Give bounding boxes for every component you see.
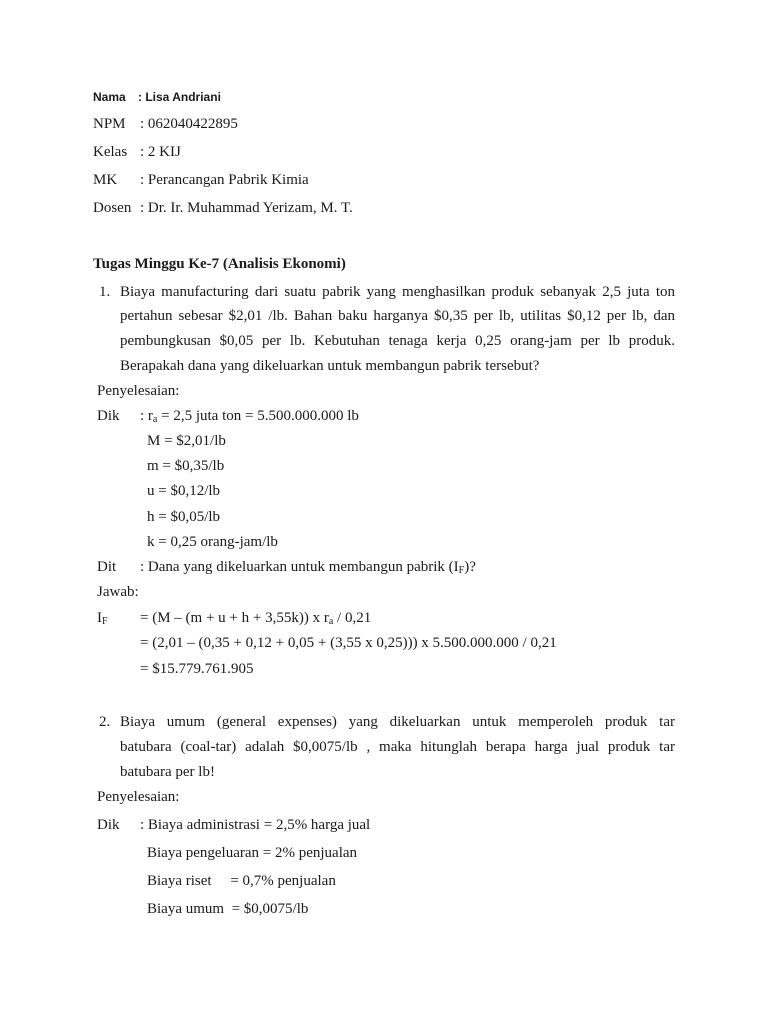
- q1-if-label: $I_F$: [97, 610, 108, 627]
- mk-label: MK: [93, 172, 118, 188]
- q1-equation-1: = (M – (m + u + h + 3,55k)) x $r_a / 0,21$: [140, 610, 372, 627]
- q1-penyelesaian: Penyelesaian:: [97, 383, 180, 399]
- q2-dik-3: Biaya riset = 0,7% penjualan: [147, 873, 336, 889]
- q2-number: 2.: [99, 714, 111, 730]
- q1-number: 1.: [99, 284, 111, 300]
- q1-dit-text: : Dana yang dikeluarkan untuk membangun pabrik $(I_F)$?: [140, 559, 476, 576]
- q1-equation-3: = $15.779.761.905: [140, 661, 254, 677]
- q1-dik-u: u = $0,12/lb: [147, 483, 221, 499]
- npm-label: NPM: [93, 116, 126, 132]
- q1-dik-h: h = $0,05/lb: [147, 509, 221, 525]
- q1-text-line-1: Biaya manufacturing dari suatu pabrik yang menghasilkan produk sebanyak 2,5 juta ton: [120, 284, 675, 300]
- dosen-label: Dosen: [93, 200, 132, 216]
- q2-dik-label: Dik: [97, 817, 120, 833]
- q1-dik-M: M = $2,01/lb: [147, 433, 226, 449]
- q1-equation-2: = (2,01 – (0,35 + 0,12 + 0,05 + (3,55 x 0,25))) x 5.500.000.000 / 0,21: [140, 635, 557, 651]
- q2-text-line-3: batubara per lb!: [120, 764, 215, 780]
- kelas-value: : 2 KIJ: [140, 144, 181, 160]
- q1-dik-k: k = 0,25 orang-jam/lb: [147, 534, 278, 550]
- q2-penyelesaian: Penyelesaian:: [97, 789, 180, 805]
- dosen-value: : Dr. Ir. Muhammad Yerizam, M. T.: [140, 200, 353, 216]
- q2-dik-1: : Biaya administrasi = 2,5% harga jual: [140, 817, 371, 833]
- q2-dik-4: Biaya umum = $0,0075/lb: [147, 901, 309, 917]
- q1-text-line-3: pembungkusan $0,05 per lb. Kebutuhan tenaga kerja 0,25 orang-jam per lb produk.: [120, 333, 675, 349]
- q2-text-line-1: Biaya umum (general expenses) yang dikeluarkan untuk memperoleh produk tar: [120, 714, 675, 730]
- assignment-title: Tugas Minggu Ke-7 (Analisis Ekonomi): [93, 256, 346, 272]
- q2-text-line-2: batubara (coal-tar) adalah $0,0075/lb , maka hitunglah berapa harga jual produk tar: [120, 739, 675, 755]
- q1-text-line-4: Berapakah dana yang dikeluarkan untuk membangun pabrik tersebut?: [120, 358, 540, 374]
- nama-label: Nama: [93, 90, 126, 104]
- q1-dik-label: Dik: [97, 408, 120, 424]
- q1-dik-ra: : $r_a = 2,5$ juta ton = 5.500.000.000 lb: [140, 408, 359, 425]
- q1-jawab: Jawab:: [97, 584, 139, 600]
- q2-dik-2: Biaya pengeluaran = 2% penjualan: [147, 845, 358, 861]
- nama-value: : Lisa Andriani: [138, 90, 221, 104]
- mk-value: : Perancangan Pabrik Kimia: [140, 172, 309, 188]
- q1-text-line-2: pertahun sebesar $2,01 /lb. Bahan baku harganya $0,35 per lb, utilitas $0,12 per lb, dan: [120, 308, 675, 324]
- q1-dik-m: m = $0,35/lb: [147, 458, 225, 474]
- q1-dit-label: Dit: [97, 559, 117, 575]
- kelas-label: Kelas: [93, 144, 128, 160]
- npm-value: : 062040422895: [140, 116, 238, 132]
